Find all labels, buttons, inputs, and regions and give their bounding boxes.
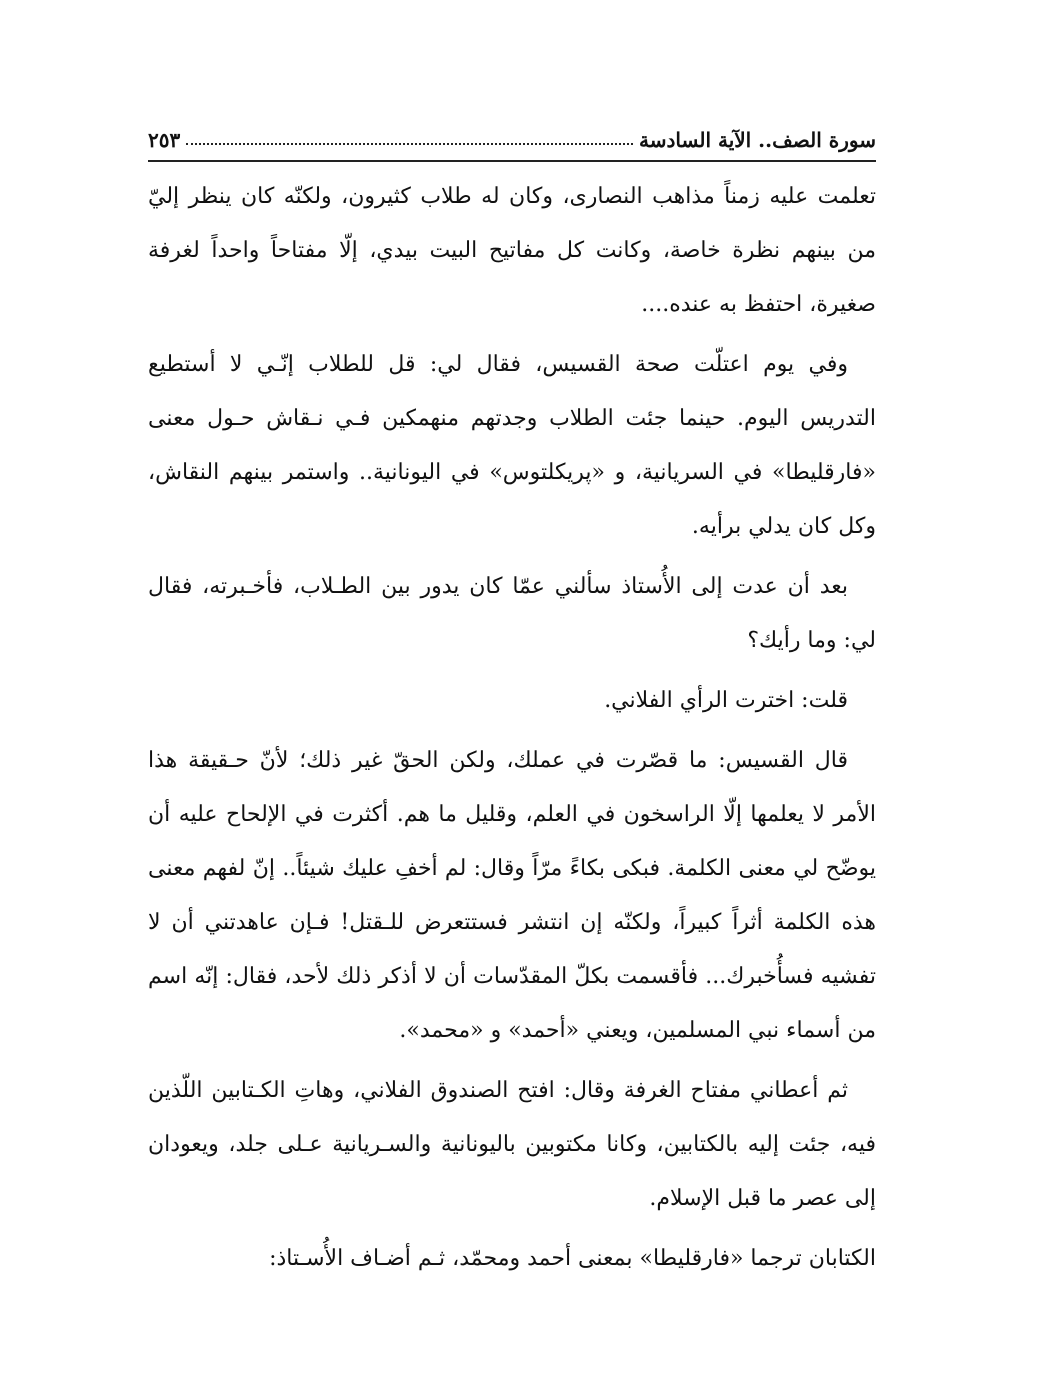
dotted-leader [186,143,633,145]
paragraph-7: الكتابان ترجما «فارقليطا» بمعنى أحمد ومحمّد، ثـم أضـاف الأُسـتاذ: [269,1246,876,1271]
page-number: ٢٥٣ [148,128,181,152]
paragraph-4: قلت: اخترت الرأي الفلاني. [604,688,848,713]
header-rule [148,160,876,162]
book-page [148,0,876,1395]
paragraph-5: قال القسيس: ما قصّرت في عملك، ولكن الحقّ غير ذلك؛ لأنّ حـقيقة هذا الأمر لا يعلمها إلّا الراسخون في العلم، وقليل ما هم. أكثرت في الإلحاح عليه أن يوضّح لي معنى الكلمة. فبكى بكاءً مرّاً وقال: لم أخفِ عليك شيئاً.. إنّ لفهم معنى هذه الكلمة أثراً كبيراً، ولكنّه إن انتشر فستتعرض للـقتل! فـإن عاهدتني أن لا تفشيه فسأُخبرك... فأقسمت بكلّ المقدّسات أن لا أذكر ذلك لأحد، فقال: إنّه اسم من أسماء نبي المسلمين، ويعني «أحمد» و «محمد». [148,748,876,1043]
paragraph-6: ثم أعطاني مفتاح الغرفة وقال: افتح الصندوق الفلاني، وهاتِ الكـتابين اللّذين فيه، جئت إليه بالكتابين، وكانا مكتوبين باليونانية والسـريانية عـلى جلد، ويعودان إلى عصر ما قبل الإسلام. [148,1078,876,1211]
body-text [148,170,876,1292]
paragraph-1: تعلمت عليه زمناً مذاهب النصارى، وكان له طلاب كثيرون، ولكنّه كان ينظر إليّ من بينهم نظرة خاصة، وكانت كل مفاتيح البيت بيدي، إلّا مفتاحاً واحداً لغرفة صغيرة، احتفظ به عنده.... [148,184,876,317]
paragraph-3: بعد أن عدت إلى الأُستاذ سألني عمّا كان يدور بين الطـلاب، فأخـبرته، فقال لي: وما رأيك؟ [148,574,876,653]
paragraph-2: وفي يوم اعتلّت صحة القسيس، فقال لي: قل للطلاب إنّـي لا أستطيع التدريس اليوم. حينما جئت الطلاب وجدتهم منهمكين فـي نـقاش حـول معنى «فارقليطا» في السريانية، و «پريكلتوس» في اليونانية.. واستمر بينهم النقاش، وكل كان يدلي برأيه. [148,352,876,539]
chapter-title: سورة الصف.. الآية السادسة [639,128,876,152]
running-header [148,112,876,152]
